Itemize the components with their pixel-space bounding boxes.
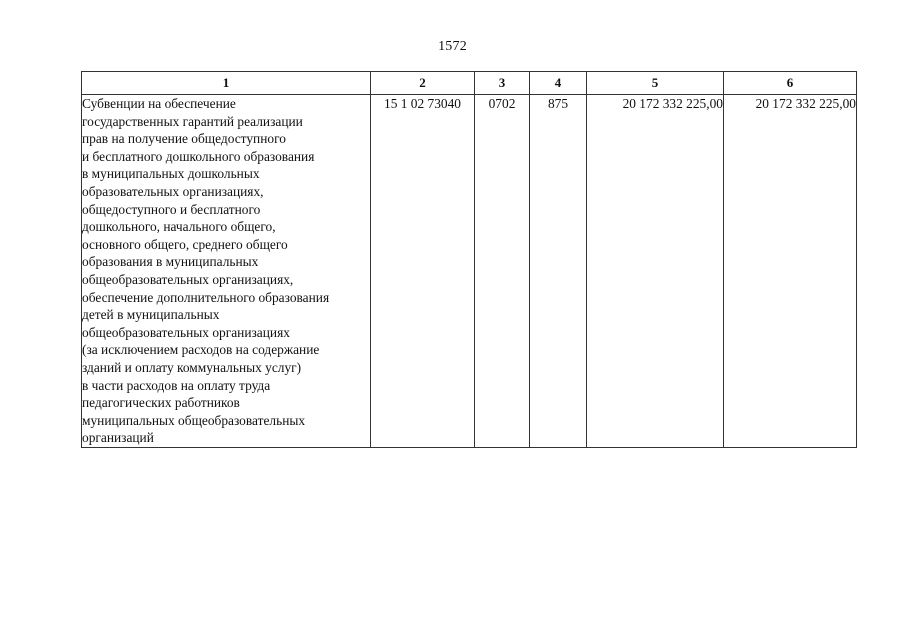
description-cell (82, 95, 371, 448)
table-header-row (82, 72, 857, 95)
column-header-4: 4 (530, 72, 587, 95)
description-line: зданий и оплату коммунальных услуг) (82, 359, 302, 375)
description-line: в части расходов на оплату труда (82, 377, 271, 393)
description-line: общедоступного и бесплатного (82, 201, 261, 217)
budget-table (81, 71, 857, 448)
description-line: детей в муниципальных (82, 307, 220, 323)
description-line: организаций (82, 430, 154, 446)
description-line: прав на получение общедоступного (82, 131, 286, 147)
description-line: общеобразовательных организациях, (82, 271, 294, 287)
column-header-6: 6 (724, 72, 857, 95)
table-row (82, 95, 857, 448)
description-line: государственных гарантий реализации (82, 113, 303, 129)
column-header-5: 5 (587, 72, 724, 95)
description-line: педагогических работников (82, 395, 240, 411)
description-line: образовательных организациях, (82, 183, 264, 199)
target-article-cell: 15 1 02 73040 (371, 95, 475, 448)
description-line: дошкольного, начального общего, (82, 219, 276, 235)
section-cell: 0702 (475, 95, 530, 448)
amount-cell-1: 20 172 332 225,00 (587, 95, 724, 448)
column-header-1: 1 (82, 72, 371, 95)
expense-type-cell: 875 (530, 95, 587, 448)
description-line: общеобразовательных организациях (82, 324, 290, 340)
description-line: образования в муниципальных (82, 254, 259, 270)
description-line: (за исключением расходов на содержание (82, 342, 320, 358)
amount-cell-2: 20 172 332 225,00 (724, 95, 857, 448)
column-header-3: 3 (475, 72, 530, 95)
description-line: обеспечение дополнительного образования (82, 289, 330, 305)
description-line: Субвенции на обеспечение (82, 96, 236, 111)
description-line: и бесплатного дошкольного образования (82, 148, 315, 164)
page-number: 1572 (438, 39, 467, 54)
description-line: основного общего, среднего общего (82, 236, 288, 252)
column-header-2: 2 (371, 72, 475, 95)
description-line: муниципальных общеобразовательных (82, 412, 306, 428)
description-line: в муниципальных дошкольных (82, 166, 260, 182)
